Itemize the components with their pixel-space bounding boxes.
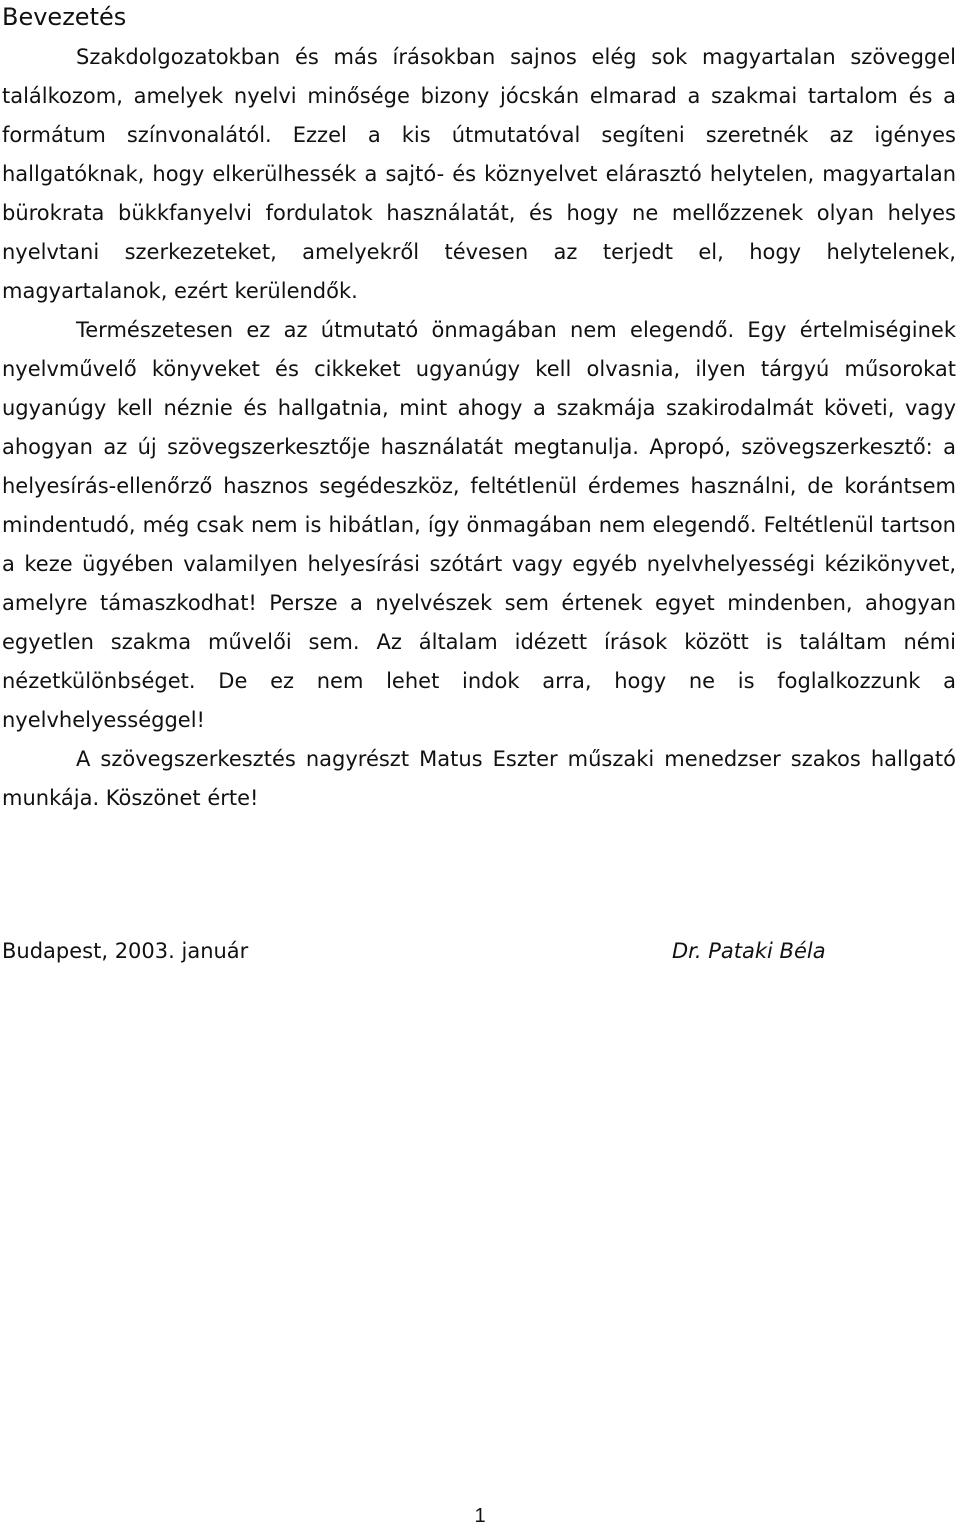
paragraph-guidance: Természetesen ez az útmutató önmagában nem elegendő. Egy értelmiséginek nyelvművelő könyveket és cikkeket ugyanúgy kell olvasnia, ilyen tárgyú műsorokat ugyanúgy kell néznie és hallgatnia, mint ahogy a szakmája szakirodalmát követi, vagy ahogyan az új szövegszerkesztője használatát megtanulja. Apropó, szövegszerkesztő: a helyesírás-ellenőrző hasznos segédeszköz, feltétlenül érdemes használni, de korántsem mindentudó, még csak nem is hibátlan, így önmagában nem elegendő. Feltétlenül tartson a keze ügyében valamilyen helyesírási szótárt vagy egyéb nyelvhelyességi kézikönyvet, amelyre támaszkodhat! Persze a nyelvészek sem értenek egyet mindenben, ahogyan egyetlen szakma művelői sem. Az általam idézett írások között is találtam némi nézetkülönbséget. De ez nem lehet indok arra, hogy ne is foglalkozzunk a nyelvhelyességgel! xyxy=(2,318,956,732)
page-number: 1 xyxy=(474,1505,486,1527)
page-title: Bevezetés xyxy=(2,3,127,31)
author-signature: Dr. Pataki Béla xyxy=(672,939,826,963)
body-text xyxy=(2,38,956,818)
place-date: Budapest, 2003. január xyxy=(2,939,249,963)
paragraph-acknowledgement: A szövegszerkesztés nagyrészt Matus Eszter műszaki menedzser szakos hallgató munkája. Köszönet érte! xyxy=(2,747,956,810)
signature-row xyxy=(2,932,956,972)
paragraph-intro: Szakdolgozatokban és más írásokban sajnos elég sok magyartalan szöveggel találkozom, amelyek nyelvi minősége bizony jócskán elmarad a szakmai tartalom és a formátum színvonalától. Ezzel a kis útmutatóval segíteni szeretnék az igényes hallgatóknak, hogy elkerülhessék a sajtó- és köznyelvet elárasztó helytelen, magyartalan bürokrata bükkfanyelvi fordulatok használatát, és hogy ne mellőzzenek olyan helyes nyelvtani szerkezeteket, amelyekről tévesen az terjedt el, hogy helytelenek, magyartalanok, ezért kerülendők. xyxy=(2,45,956,303)
